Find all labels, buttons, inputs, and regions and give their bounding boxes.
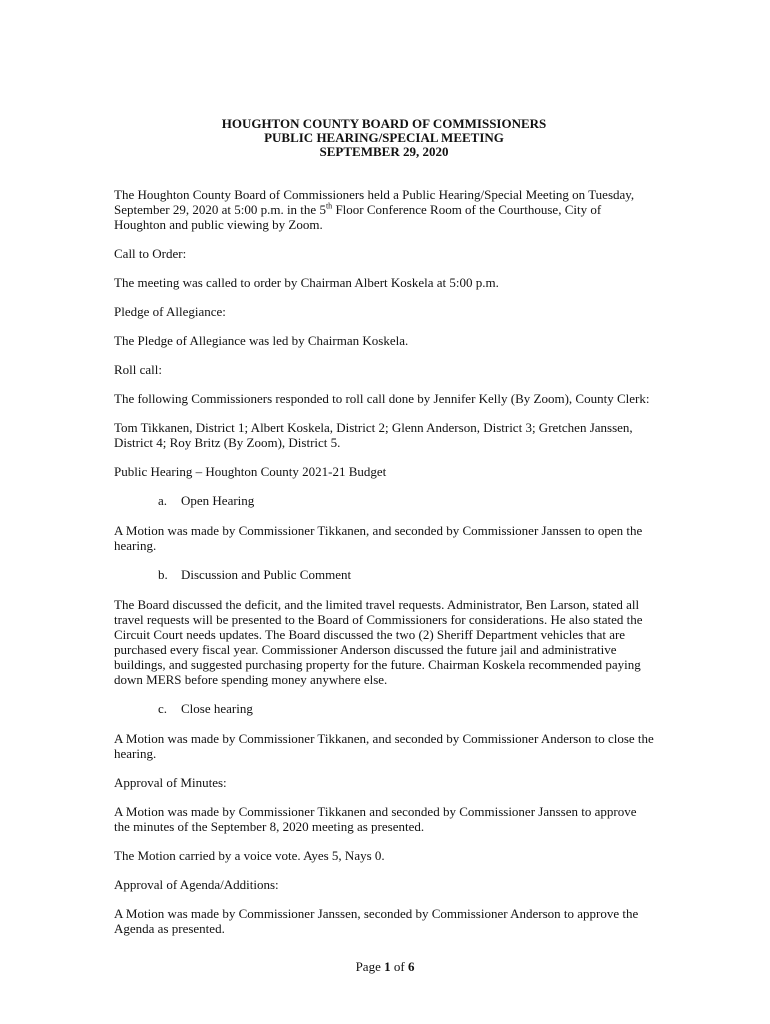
header-line-3: SEPTEMBER 29, 2020 [319, 144, 449, 159]
public-hearing-heading: Public Hearing – Houghton County 2021-21 Budget [114, 464, 387, 479]
item-b-heading [114, 567, 654, 582]
page-word: Page [355, 959, 381, 974]
item-b-marker: b. [158, 567, 168, 582]
roll-call-names: Tom Tikkanen, District 1; Albert Koskela, District 2; Glenn Anderson, District 3; Gretchen Janssen, District 4; Roy Britz (By Zoom), District 5. [114, 420, 633, 450]
item-b-text: The Board discussed the deficit, and the limited travel requests. Administrator, Ben Larson, stated all travel requests will be presented to the Board of Commissioners for considerations. He also stated the Circuit Court needs updates. The Board discussed the two (2) Sheriff Department vehicles that are purchased every fiscal year. Commissioner Anderson discussed the future jail and administrative buildings, and suggested purchasing property for the future. Chairman Koskela recommended paying down MERS before spending money anywhere else. [114, 597, 643, 687]
document-header [114, 117, 654, 159]
minutes-text: A Motion was made by Commissioner Tikkanen and seconded by Commissioner Janssen to approve the minutes of the September 8, 2020 meeting as presented. [114, 804, 637, 834]
pledge-heading: Pledge of Allegiance: [114, 304, 226, 319]
item-c-label: Close hearing [181, 701, 253, 716]
document-body [114, 117, 654, 950]
roll-call-heading: Roll call: [114, 362, 163, 377]
item-a-label: Open Hearing [181, 493, 255, 508]
roll-call-text: The following Commissioners responded to roll call done by Jennifer Kelly (By Zoom), County Clerk: [114, 391, 650, 406]
page-total: 6 [407, 959, 415, 974]
page-number: 1 [384, 959, 391, 974]
intro-superscript: th [325, 201, 333, 211]
intro-text-end: Floor Conference Room of the Courthouse, City of Houghton and public viewing by Zoom. [114, 202, 602, 232]
minutes-heading: Approval of Minutes: [114, 775, 227, 790]
item-a-heading [114, 493, 654, 508]
page-footer [0, 959, 770, 975]
header-line-1: HOUGHTON COUNTY BOARD OF COMMISSIONERS [221, 116, 547, 131]
header-line-2: PUBLIC HEARING/SPECIAL MEETING [264, 130, 504, 145]
item-b-label: Discussion and Public Comment [181, 567, 352, 582]
intro-text-start: The Houghton County Board of Commissioners held a Public Hearing/Special Meeting on Tuesday, September 29, 2020 at 5:00 p.m. in the 5 [114, 187, 635, 217]
item-c-marker: c. [158, 701, 168, 716]
item-c-heading [114, 701, 654, 716]
item-c-text: A Motion was made by Commissioner Tikkanen, and seconded by Commissioner Anderson to close the hearing. [114, 731, 654, 761]
intro-paragraph [114, 187, 654, 232]
item-a-marker: a. [158, 493, 168, 508]
of-word: of [393, 959, 405, 974]
call-to-order-text: The meeting was called to order by Chairman Albert Koskela at 5:00 p.m. [114, 275, 499, 290]
pledge-text: The Pledge of Allegiance was led by Chairman Koskela. [114, 333, 409, 348]
call-to-order-heading: Call to Order: [114, 246, 187, 261]
agenda-heading: Approval of Agenda/Additions: [114, 877, 279, 892]
minutes-vote: The Motion carried by a voice vote. Ayes 5, Nays 0. [114, 848, 385, 863]
item-a-text: A Motion was made by Commissioner Tikkanen, and seconded by Commissioner Janssen to open the hearing. [114, 523, 643, 553]
agenda-text: A Motion was made by Commissioner Janssen, seconded by Commissioner Anderson to approve the Agenda as presented. [114, 906, 639, 936]
